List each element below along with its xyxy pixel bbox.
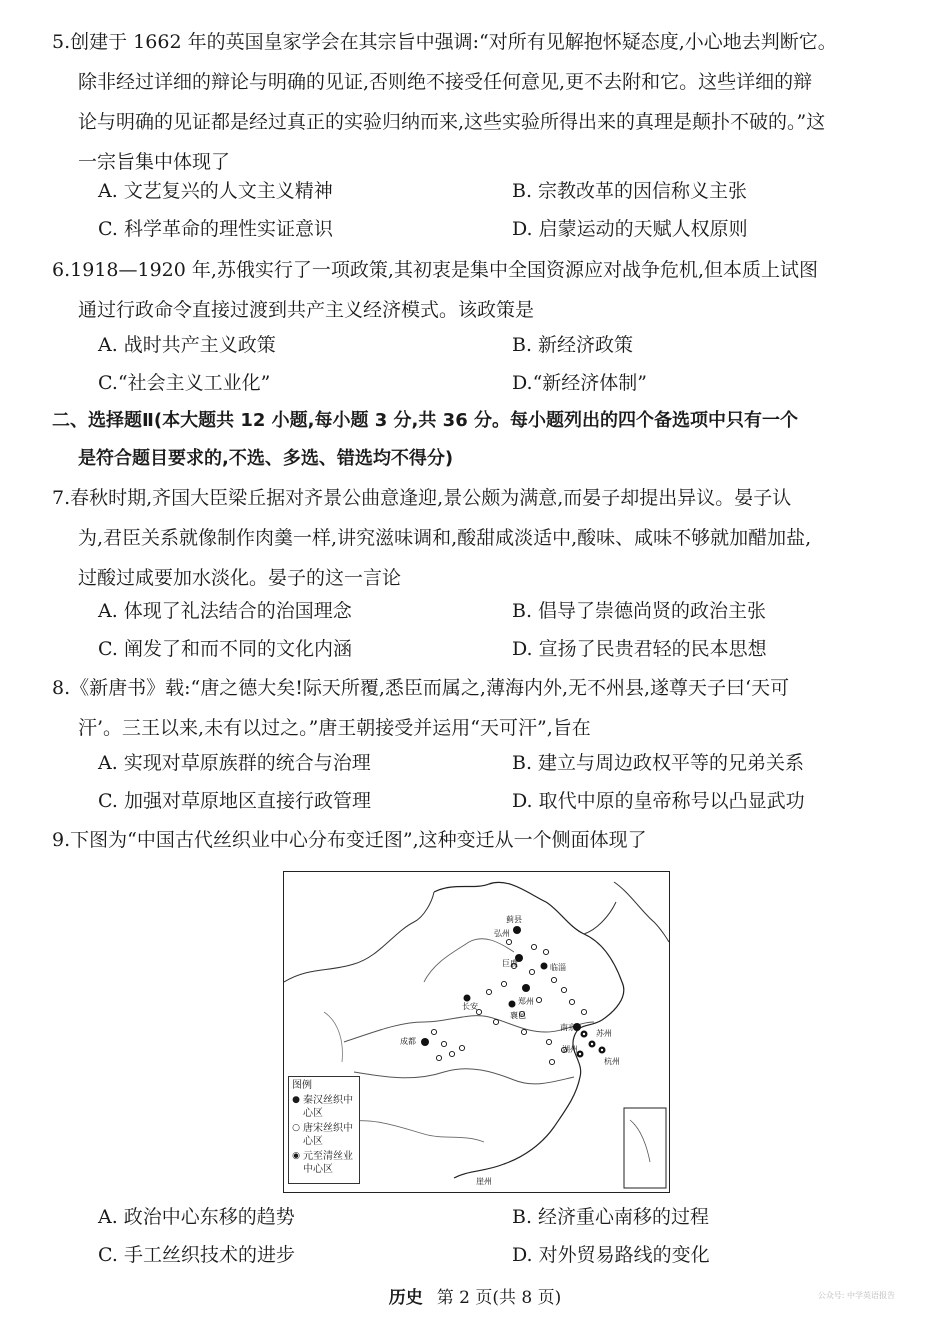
option-d[interactable]: D. 对外贸易路线的变化	[512, 1244, 710, 1266]
place-label: 蓟县	[506, 915, 522, 924]
question-8-line-2: 汗’。三王以来,未有以过之。”唐王朝接受并运用“天可汗”,旨在	[78, 717, 591, 739]
option-a[interactable]: A. 文艺复兴的人文主义精神	[98, 180, 333, 202]
place-label: 弘州	[494, 929, 510, 938]
option-b[interactable]: B. 新经济政策	[512, 334, 634, 356]
question-7-line-1: 7.春秋时期,齐国大臣梁丘据对齐景公曲意逢迎,景公颇为满意,而晏子却提出异议。晏子认	[52, 487, 792, 509]
question-5-line-1: 5.创建于 1662 年的英国皇家学会在其宗旨中强调:“对所有见解抱怀疑态度,小心地去判断它。	[52, 31, 837, 53]
option-c[interactable]: C. 手工丝织技术的进步	[98, 1244, 295, 1266]
place-label: 苏州	[596, 1029, 612, 1038]
place-label: 杭州	[604, 1057, 620, 1066]
question-6-line-2: 通过行政命令直接过渡到共产主义经济模式。该政策是	[78, 299, 535, 321]
option-d[interactable]: D. 取代中原的皇帝称号以凸显武功	[512, 790, 805, 812]
option-b[interactable]: B. 宗教改革的因信称义主张	[512, 180, 748, 202]
hollow-dot-icon: ○	[292, 1123, 300, 1133]
place-label: 郑州	[518, 997, 534, 1006]
place-label: 崖州	[476, 1177, 492, 1186]
question-8	[52, 668, 910, 748]
option-b[interactable]: B. 建立与周边政权平等的兄弟关系	[512, 752, 805, 774]
option-c[interactable]: C. 阐发了和而不同的文化内涵	[98, 638, 352, 660]
subject-label: 历史	[388, 1288, 423, 1308]
question-5-line-3: 论与明确的见证都是经过真正的实验归纳而来,这些实验所得出来的真理是颠扑不破的。”这	[78, 111, 826, 133]
place-label: 湖州	[562, 1045, 578, 1054]
question-9	[52, 820, 910, 860]
legend-item-tang-song: ○ 唐宋丝织中心区	[292, 1123, 353, 1147]
option-d[interactable]: D. 启蒙运动的天赋人权原则	[512, 218, 748, 240]
option-c[interactable]: C. 加强对草原地区直接行政管理	[98, 790, 371, 812]
question-5	[52, 22, 910, 182]
place-label: 长安	[462, 1002, 478, 1011]
option-a[interactable]: A. 政治中心东移的趋势	[98, 1206, 295, 1228]
question-6-line-1: 6.1918—1920 年,苏俄实行了一项政策,其初衷是集中全国资源应对战争危机,但本质上试图	[52, 259, 819, 281]
option-d[interactable]: D. 宣扬了民贵君轻的民本思想	[512, 638, 767, 660]
option-c[interactable]: C. 科学革命的理性实证意识	[98, 218, 333, 240]
place-label: 临淄	[550, 963, 566, 972]
page-number: 第 2 页(共 8 页)	[436, 1288, 562, 1308]
legend-item-qin-han: ● 秦汉丝织中心区	[292, 1095, 353, 1119]
section-2-line-2: 是符合题目要求的,不选、多选、错选均不得分)	[78, 448, 454, 469]
question-7	[52, 478, 910, 598]
section-2-header	[52, 402, 910, 478]
ring-dot-icon: ◉	[292, 1151, 300, 1161]
question-7-line-3: 过酸过咸要加水淡化。晏子的这一言论	[78, 567, 402, 589]
place-label: 成都	[400, 1037, 416, 1046]
question-9-line-1: 9.下图为“中国古代丝织业中心分布变迁图”,这种变迁从一个侧面体现了	[52, 829, 647, 851]
question-6	[52, 250, 910, 330]
section-2-line-1: 二、选择题Ⅱ(本大题共 12 小题,每小题 3 分,共 36 分。每小题列出的四个备选项中只有一个	[52, 410, 798, 431]
option-c[interactable]: C.“社会主义工业化”	[98, 372, 271, 394]
question-5-line-4: 一宗旨集中体现了	[78, 151, 231, 173]
map-legend	[288, 1076, 360, 1184]
option-a[interactable]: A. 战时共产主义政策	[98, 334, 276, 356]
option-a[interactable]: A. 体现了礼法结合的治国理念	[98, 600, 352, 622]
option-b[interactable]: B. 倡导了崇德尚贤的政治主张	[512, 600, 767, 622]
filled-dot-icon: ●	[292, 1095, 300, 1105]
question-8-line-1: 8.《新唐书》载:“唐之德大矣!际天所覆,悉臣而属之,薄海内外,无不州县,遂尊天子曰‘天可	[52, 677, 790, 699]
watermark: 公众号: 中学英语报告	[817, 1291, 895, 1300]
legend-title: 图例	[292, 1080, 312, 1091]
question-5-line-2: 除非经过详细的辩论与明确的见证,否则绝不接受任何意见,更不去附和它。这些详细的辩	[78, 71, 813, 93]
place-label: 巨鹿	[502, 959, 518, 968]
option-a[interactable]: A. 实现对草原族群的统合与治理	[98, 752, 371, 774]
option-b[interactable]: B. 经济重心南移的过程	[512, 1206, 710, 1228]
option-d[interactable]: D.“新经济体制”	[512, 372, 648, 394]
legend-item-yuan-qing: ◉ 元至清丝业中心区	[292, 1151, 353, 1175]
page-footer	[0, 1283, 950, 1308]
place-label: 襄邑	[510, 1011, 526, 1020]
place-label: 南京	[560, 1023, 576, 1032]
question-7-line-2: 为,君臣关系就像制作肉羹一样,讲究滋味调和,酸甜咸淡适中,酸味、咸味不够就加醋加盐,	[78, 527, 812, 549]
